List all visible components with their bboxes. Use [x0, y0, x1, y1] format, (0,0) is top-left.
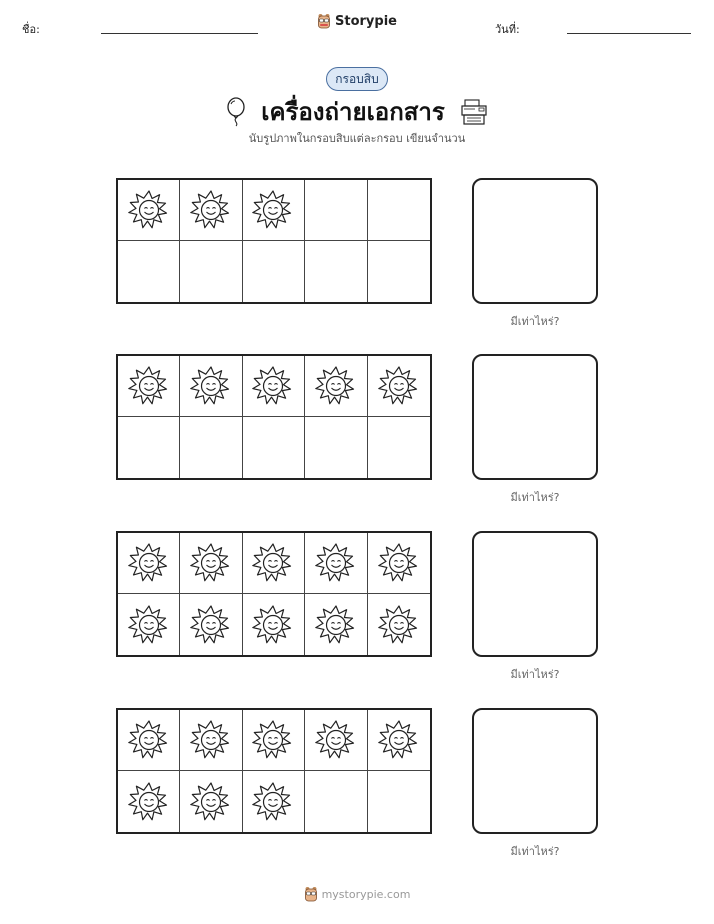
brand-name: Storypie [335, 13, 397, 29]
ten-frame-cell [180, 771, 242, 832]
balloon-icon [225, 97, 247, 127]
ten-frame-cell [118, 533, 180, 594]
sun-icon [190, 189, 232, 231]
ten-frame-cell [180, 594, 242, 655]
sun-icon [190, 542, 232, 584]
ten-frame-cell [118, 356, 180, 417]
answer-box[interactable] [472, 178, 598, 304]
sun-icon [190, 365, 232, 407]
date-line[interactable] [567, 33, 691, 34]
sun-icon [128, 189, 170, 231]
ten-frame-cell [243, 417, 305, 478]
ten-frame-cell [180, 710, 242, 771]
answer-box[interactable] [472, 708, 598, 834]
ten-frame-cell [243, 356, 305, 417]
sun-icon [252, 365, 294, 407]
ten-frame-cell [305, 417, 367, 478]
instructions: นับรูปภาพในกรอบสิบแต่ละกรอบ เขียนจำนวน [248, 132, 466, 145]
ten-frame-cell [118, 771, 180, 832]
sun-icon [378, 719, 420, 761]
ten-frame [116, 531, 432, 657]
storypie-mascot-icon [304, 886, 318, 902]
ten-frame-cell [118, 594, 180, 655]
sun-icon [128, 542, 170, 584]
question-label: มีเท่าไหร่? [510, 491, 560, 504]
name-label: ชื่อ: [22, 23, 40, 36]
sun-icon [190, 719, 232, 761]
ten-frame-cell [368, 594, 430, 655]
ten-frame-cell [180, 241, 242, 302]
question-label: มีเท่าไหร่? [510, 668, 560, 681]
ten-frame-cell [180, 533, 242, 594]
ten-frame-cell [368, 180, 430, 241]
sun-icon [128, 781, 170, 823]
ten-frame-cell [368, 771, 430, 832]
sun-icon [252, 542, 294, 584]
ten-frame-cell [180, 417, 242, 478]
ten-frame-cell [305, 356, 367, 417]
sun-icon [190, 781, 232, 823]
ten-frame-cell [305, 241, 367, 302]
ten-frame-cell [118, 417, 180, 478]
ten-frame-cell [305, 710, 367, 771]
ten-frame-cell [368, 533, 430, 594]
brand-logo [0, 13, 714, 29]
sun-icon [190, 604, 232, 646]
sun-icon [252, 604, 294, 646]
ten-frame-cell [243, 241, 305, 302]
ten-frame [116, 708, 432, 834]
ten-frame-cell [305, 594, 367, 655]
page-title: เครื่องถ่ายเอกสาร [261, 98, 445, 126]
sun-icon [315, 719, 357, 761]
sun-icon [128, 604, 170, 646]
footer-url[interactable]: mystorypie.com [321, 887, 411, 901]
ten-frame-cell [243, 533, 305, 594]
ten-frame-cell [368, 241, 430, 302]
answer-box[interactable] [472, 354, 598, 480]
question-label: มีเท่าไหร่? [510, 845, 560, 858]
ten-frame-cell [243, 710, 305, 771]
topic-badge: กรอบสิบ [326, 67, 388, 91]
ten-frame-cell [243, 180, 305, 241]
ten-frame-cell [368, 417, 430, 478]
date-label: วันที่: [495, 23, 520, 36]
name-line[interactable] [101, 33, 258, 34]
sun-icon [315, 542, 357, 584]
ten-frame-cell [118, 180, 180, 241]
ten-frame-cell [118, 710, 180, 771]
ten-frame-cell [305, 533, 367, 594]
sun-icon [252, 189, 294, 231]
sun-icon [252, 781, 294, 823]
sun-icon [315, 365, 357, 407]
sun-icon [128, 365, 170, 407]
ten-frame-cell [305, 180, 367, 241]
ten-frame [116, 178, 432, 304]
footer [0, 886, 714, 902]
question-label: มีเท่าไหร่? [510, 315, 560, 328]
title-row [0, 92, 714, 131]
ten-frame-cell [180, 180, 242, 241]
sun-icon [128, 719, 170, 761]
ten-frame-cell [180, 356, 242, 417]
storypie-mascot-icon [317, 13, 331, 29]
ten-frame-cell [368, 710, 430, 771]
sun-icon [378, 604, 420, 646]
ten-frame [116, 354, 432, 480]
sun-icon [378, 542, 420, 584]
answer-box[interactable] [472, 531, 598, 657]
photocopier-icon [459, 98, 489, 126]
sun-icon [252, 719, 294, 761]
ten-frame-cell [243, 771, 305, 832]
ten-frame-cell [368, 356, 430, 417]
ten-frame-cell [305, 771, 367, 832]
ten-frame-cell [243, 594, 305, 655]
sun-icon [378, 365, 420, 407]
ten-frame-cell [118, 241, 180, 302]
sun-icon [315, 604, 357, 646]
